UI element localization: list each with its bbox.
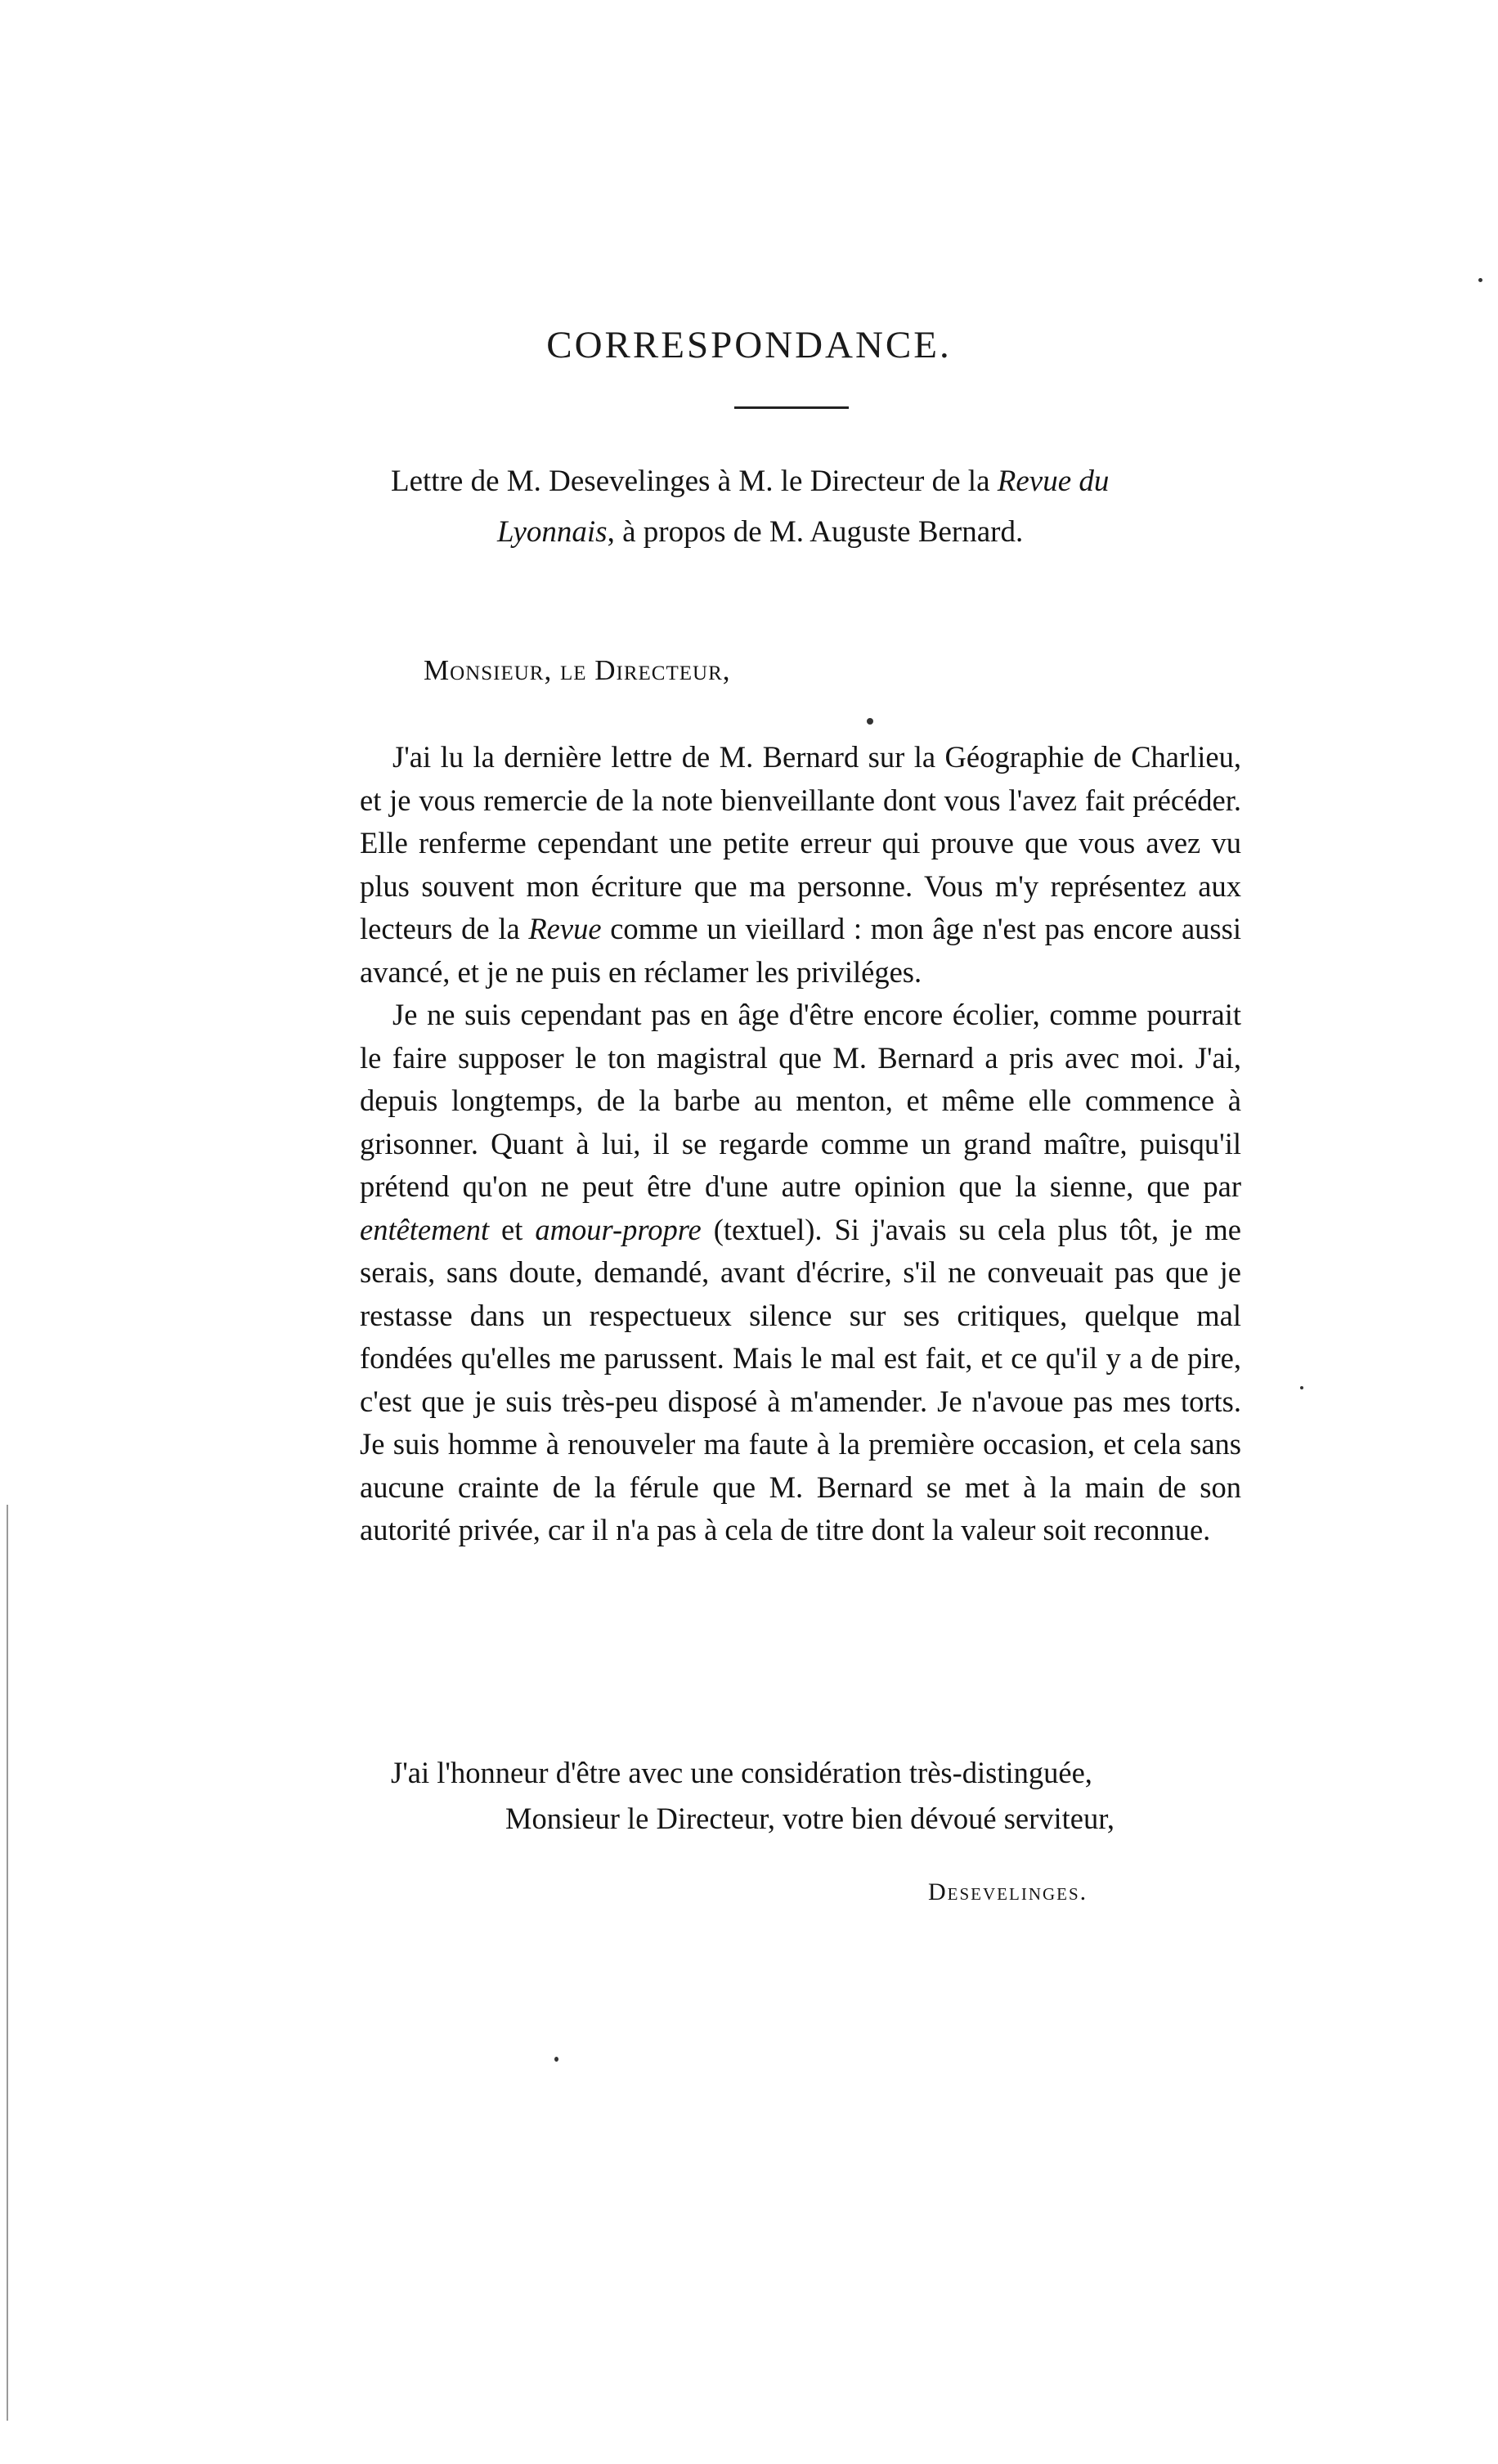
journal-name: Revue du xyxy=(997,465,1110,498)
closing-line-2: Monsieur le Directeur, votre bien dévoué serviteur, xyxy=(505,1802,1115,1835)
paragraph-text: et xyxy=(489,1212,536,1246)
scan-speck xyxy=(1478,278,1482,282)
paragraph-text: J'ai lu la dernière lettre de M. Bernard sur la Géographie de Charlieu, et je vous remercie de la note bienveillante dont vous l'avez fait précéder. Elle renferme cependant une petite erreur qui prouve que vous avez vu plus souvent mon écriture que ma personne. Vous m'y représentez aux lecteurs de la xyxy=(360,740,1241,945)
letter-body xyxy=(360,736,1241,1552)
paragraph-text: comme un vieillard : mon âge n'est pas encore aussi avancé, et je ne puis en réclamer les priviléges. xyxy=(360,912,1241,989)
title-divider xyxy=(734,406,849,409)
italic-word: amour-propre xyxy=(535,1212,702,1246)
paragraph-text: Je ne suis cependant pas en âge d'être encore écolier, comme pourrait le faire supposer le ton magistral que M. Bernard a pris avec moi. J'ai, depuis longtemps, de la barbe au menton, et même elle commence à grisonner. Quant à lui, il se regarde comme un grand maître, puisqu'il prétend qu'on ne peut être d'une autre opinion que la sienne, que par xyxy=(360,998,1241,1203)
page-title: CORRESPONDANCE. xyxy=(546,324,952,366)
journal-name-cont: Lyonnais xyxy=(497,515,608,549)
paragraph-text: (textuel). Si j'avais su cela plus tôt, je me serais, sans doute, demandé, avant d'écrire, s'il ne conveuait pas que je restasse dans un respectueux silence sur ses critiques, quelque mal fondées qu'elles me parussent. Mais le mal est fait, et ce qu'il y a de pire, c'est que je suis très-peu disposé à m'amender. Je n'avoue pas mes torts. Je suis homme à renouveler ma faute à la première occasion, et cela sans aucune crainte de la férule que M. Bernard se met à la main de son autorité privée, car il n'a pas à cela de titre dont la valeur soit reconnue. xyxy=(360,1212,1242,1546)
salutation: Monsieur, le Directeur, xyxy=(424,654,731,686)
scan-speck xyxy=(1300,1386,1303,1389)
heading-line-2 xyxy=(391,507,1243,558)
letter-heading xyxy=(391,456,1243,558)
signature: Desevelinges. xyxy=(928,1878,1088,1905)
heading-text-cont: , à propos de M. Auguste Bernard. xyxy=(607,515,1024,549)
closing-line-1: J'ai l'honneur d'être avec une considération très-distinguée, xyxy=(391,1756,1092,1789)
scan-speck xyxy=(554,2057,558,2062)
scan-edge xyxy=(7,1505,8,2421)
heading-text: Lettre de M. Desevelinges à M. le Directeur de la xyxy=(391,465,998,498)
closing-formula xyxy=(391,1750,1258,1842)
paragraph xyxy=(360,736,1241,994)
paragraph xyxy=(360,994,1241,1552)
italic-word: entêtement xyxy=(360,1212,490,1246)
journal-name-inline: Revue xyxy=(528,912,602,945)
scan-speck xyxy=(867,718,873,725)
